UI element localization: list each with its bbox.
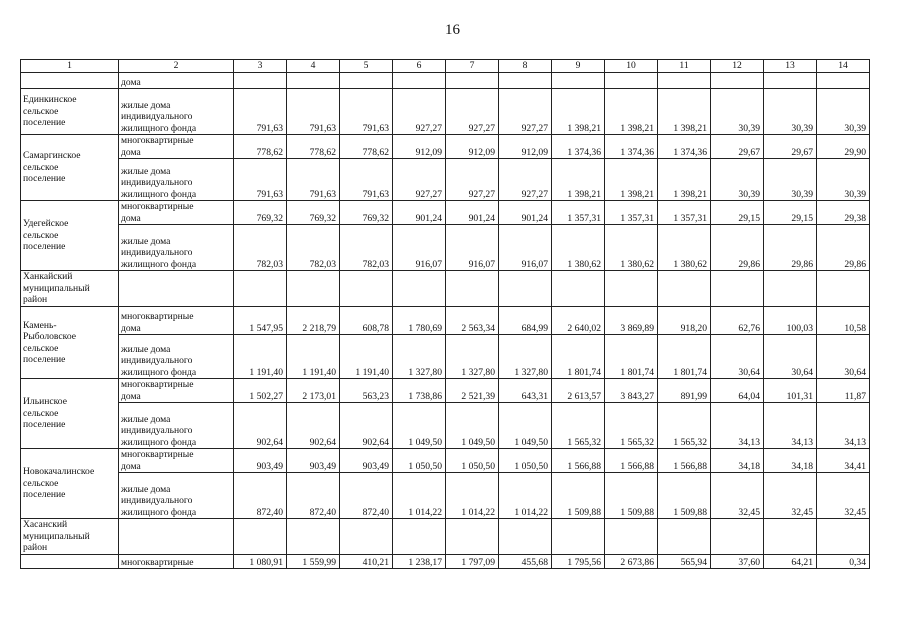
value-cell: 30,39 [817,159,870,201]
value-cell: 912,09 [393,135,446,159]
value-cell: 1 801,74 [552,335,605,379]
value-cell: 29,86 [764,225,817,271]
table-row [21,403,870,449]
header-row [21,60,870,73]
value-cell: 11,87 [817,379,870,403]
table-row [21,73,870,89]
value-cell: 1 509,88 [658,473,711,519]
value-cell: 1 566,88 [658,449,711,473]
region-cell [21,73,119,89]
value-cell: 1 398,21 [552,89,605,135]
column-header: 4 [287,60,340,73]
value-cell: 32,45 [764,473,817,519]
column-header: 3 [234,60,287,73]
value-cell: 901,24 [499,201,552,225]
value-cell: 1 738,86 [393,379,446,403]
value-cell: 1 801,74 [605,335,658,379]
table-row [21,307,870,335]
value-cell [499,519,552,555]
value-cell: 64,21 [764,555,817,569]
value-cell: 2 613,57 [552,379,605,403]
value-cell: 2 640,02 [552,307,605,335]
value-cell: 1 509,88 [552,473,605,519]
region-cell: Единкинское сельское поселение [21,89,119,135]
housing-type-cell: жилые дома индивидуального жилищного фонда [119,89,234,135]
value-cell: 1 559,99 [287,555,340,569]
value-cell: 912,09 [499,135,552,159]
value-cell: 1 797,09 [446,555,499,569]
value-cell: 769,32 [287,201,340,225]
value-cell: 1 398,21 [552,159,605,201]
value-cell: 29,67 [711,135,764,159]
value-cell: 1 780,69 [393,307,446,335]
value-cell [340,519,393,555]
value-cell [552,271,605,307]
value-cell: 32,45 [817,473,870,519]
value-cell: 30,39 [817,89,870,135]
value-cell: 1 238,17 [393,555,446,569]
value-cell: 1 801,74 [658,335,711,379]
value-cell: 1 398,21 [658,89,711,135]
value-cell: 37,60 [711,555,764,569]
value-cell: 3 869,89 [605,307,658,335]
value-cell: 791,63 [234,159,287,201]
value-cell: 34,13 [817,403,870,449]
value-cell: 916,07 [499,225,552,271]
value-cell: 1 049,50 [393,403,446,449]
table-row [21,555,870,569]
value-cell: 1 050,50 [446,449,499,473]
region-cell: Удегейское сельское поселение [21,201,119,271]
region-cell: Камень- Рыболовское сельское поселение [21,307,119,379]
value-cell: 769,32 [234,201,287,225]
table-row [21,379,870,403]
page-number: 16 [445,22,460,38]
column-header: 13 [764,60,817,73]
table-row [21,335,870,379]
value-cell [764,519,817,555]
value-cell: 1 357,31 [658,201,711,225]
value-cell: 30,39 [711,159,764,201]
column-header: 5 [340,60,393,73]
value-cell [499,271,552,307]
column-header: 12 [711,60,764,73]
value-cell: 64,04 [711,379,764,403]
region-cell [21,555,119,569]
value-cell: 608,78 [340,307,393,335]
value-cell: 29,86 [817,225,870,271]
column-header: 7 [446,60,499,73]
value-cell: 782,03 [340,225,393,271]
value-cell: 1 374,36 [658,135,711,159]
value-cell: 30,64 [711,335,764,379]
value-cell: 2 218,79 [287,307,340,335]
value-cell: 1 566,88 [605,449,658,473]
value-cell: 872,40 [287,473,340,519]
value-cell: 903,49 [234,449,287,473]
value-cell: 563,23 [340,379,393,403]
housing-type-cell: жилые дома индивидуального жилищного фонда [119,335,234,379]
housing-type-cell: дома [119,73,234,89]
value-cell [446,519,499,555]
value-cell: 1 795,56 [552,555,605,569]
value-cell: 912,09 [446,135,499,159]
value-cell: 1 014,22 [499,473,552,519]
value-cell: 29,15 [711,201,764,225]
value-cell: 1 502,27 [234,379,287,403]
value-cell: 101,31 [764,379,817,403]
value-cell: 901,24 [446,201,499,225]
column-header: 10 [605,60,658,73]
value-cell: 30,64 [764,335,817,379]
value-cell: 1 327,80 [393,335,446,379]
value-cell: 410,21 [340,555,393,569]
value-cell: 29,67 [764,135,817,159]
value-cell [817,271,870,307]
value-cell: 1 547,95 [234,307,287,335]
housing-type-cell: жилые дома индивидуального жилищного фонда [119,403,234,449]
value-cell [605,271,658,307]
table-row [21,271,870,307]
value-cell: 1 565,32 [605,403,658,449]
value-cell: 782,03 [287,225,340,271]
region-cell: Самаргинское сельское поселение [21,135,119,201]
value-cell: 927,27 [446,159,499,201]
value-cell: 791,63 [234,89,287,135]
value-cell: 1 565,32 [552,403,605,449]
value-cell: 684,99 [499,307,552,335]
value-cell [605,519,658,555]
value-cell: 927,27 [499,159,552,201]
value-cell: 1 398,21 [605,159,658,201]
value-cell: 643,31 [499,379,552,403]
value-cell [393,519,446,555]
value-cell: 30,39 [711,89,764,135]
value-cell: 34,13 [764,403,817,449]
value-cell: 1 191,40 [234,335,287,379]
value-cell: 34,13 [711,403,764,449]
value-cell: 30,39 [764,159,817,201]
tariff-table [20,59,870,569]
value-cell: 34,18 [711,449,764,473]
value-cell: 778,62 [287,135,340,159]
table-row [21,225,870,271]
value-cell: 34,41 [817,449,870,473]
value-cell: 2 563,34 [446,307,499,335]
value-cell: 891,99 [658,379,711,403]
value-cell: 1 398,21 [658,159,711,201]
value-cell: 927,27 [393,159,446,201]
value-cell: 778,62 [340,135,393,159]
value-cell: 1 049,50 [446,403,499,449]
value-cell [658,271,711,307]
value-cell [287,519,340,555]
region-cell: Ильинское сельское поселение [21,379,119,449]
value-cell: 2 521,39 [446,379,499,403]
value-cell: 1 357,31 [605,201,658,225]
value-cell: 1 380,62 [658,225,711,271]
value-cell: 3 843,27 [605,379,658,403]
value-cell: 1 374,36 [605,135,658,159]
value-cell: 903,49 [340,449,393,473]
table-row [21,89,870,135]
value-cell: 1 398,21 [605,89,658,135]
column-header: 6 [393,60,446,73]
value-cell: 1 374,36 [552,135,605,159]
value-cell: 30,39 [764,89,817,135]
housing-type-cell [119,519,234,555]
value-cell: 927,27 [393,89,446,135]
value-cell: 1 191,40 [287,335,340,379]
value-cell: 32,45 [711,473,764,519]
table-row [21,449,870,473]
value-cell: 1 191,40 [340,335,393,379]
value-cell: 29,86 [711,225,764,271]
value-cell: 1 327,80 [499,335,552,379]
housing-type-cell: многоквартирные дома [119,307,234,335]
value-cell: 1 014,22 [446,473,499,519]
value-cell: 916,07 [446,225,499,271]
value-cell: 918,20 [658,307,711,335]
value-cell: 565,94 [658,555,711,569]
column-header: 2 [119,60,234,73]
table-row [21,473,870,519]
housing-type-cell: жилые дома индивидуального жилищного фонда [119,225,234,271]
value-cell: 791,63 [287,89,340,135]
value-cell: 791,63 [340,159,393,201]
region-cell: Новокачалинское сельское поселение [21,449,119,519]
table-row [21,159,870,201]
housing-type-cell: многоквартирные [119,555,234,569]
value-cell: 34,18 [764,449,817,473]
column-header: 14 [817,60,870,73]
table-row [21,201,870,225]
value-cell: 901,24 [393,201,446,225]
value-cell: 872,40 [340,473,393,519]
housing-type-cell: многоквартирные дома [119,379,234,403]
table-row [21,135,870,159]
value-cell: 1 380,62 [605,225,658,271]
value-cell: 29,15 [764,201,817,225]
column-header: 9 [552,60,605,73]
value-cell [446,271,499,307]
value-cell: 2 673,86 [605,555,658,569]
value-cell [552,519,605,555]
value-cell: 1 050,50 [393,449,446,473]
value-cell: 30,64 [817,335,870,379]
column-header: 1 [21,60,119,73]
value-cell [234,519,287,555]
value-cell [764,271,817,307]
value-cell: 1 509,88 [605,473,658,519]
housing-type-cell: многоквартирные дома [119,135,234,159]
value-cell: 1 357,31 [552,201,605,225]
value-cell: 927,27 [446,89,499,135]
value-cell [234,271,287,307]
table-row [21,519,870,555]
value-cell: 1 327,80 [446,335,499,379]
value-cell: 902,64 [234,403,287,449]
value-cell: 62,76 [711,307,764,335]
value-cell: 1 014,22 [393,473,446,519]
housing-type-cell: многоквартирные дома [119,201,234,225]
housing-type-cell: жилые дома индивидуального жилищного фонда [119,159,234,201]
value-cell: 1 380,62 [552,225,605,271]
value-cell: 1 080,91 [234,555,287,569]
value-cell: 10,58 [817,307,870,335]
value-cell [658,519,711,555]
housing-type-cell [119,271,234,307]
value-cell [287,271,340,307]
value-cell: 1 049,50 [499,403,552,449]
value-cell: 100,03 [764,307,817,335]
region-cell: Ханкайский муниципальный район [21,271,119,307]
value-cell: 916,07 [393,225,446,271]
value-cell [817,519,870,555]
value-cell: 927,27 [499,89,552,135]
value-cell: 0,34 [817,555,870,569]
value-cell: 29,38 [817,201,870,225]
value-cell [393,271,446,307]
value-cell: 1 565,32 [658,403,711,449]
value-cell: 902,64 [340,403,393,449]
value-cell: 1 566,88 [552,449,605,473]
value-cell: 791,63 [340,89,393,135]
value-cell [711,271,764,307]
housing-type-cell: жилые дома индивидуального жилищного фонда [119,473,234,519]
value-cell: 872,40 [234,473,287,519]
value-cell: 1 050,50 [499,449,552,473]
column-header: 11 [658,60,711,73]
value-cell: 791,63 [287,159,340,201]
value-cell: 903,49 [287,449,340,473]
value-cell: 769,32 [340,201,393,225]
column-header: 8 [499,60,552,73]
value-cell: 2 173,01 [287,379,340,403]
housing-type-cell: многоквартирные дома [119,449,234,473]
value-cell: 29,90 [817,135,870,159]
value-cell: 902,64 [287,403,340,449]
value-cell: 782,03 [234,225,287,271]
value-cell: 455,68 [499,555,552,569]
value-cell [711,519,764,555]
value-cell [340,271,393,307]
region-cell: Хасанский муниципальный район [21,519,119,555]
value-cell: 778,62 [234,135,287,159]
